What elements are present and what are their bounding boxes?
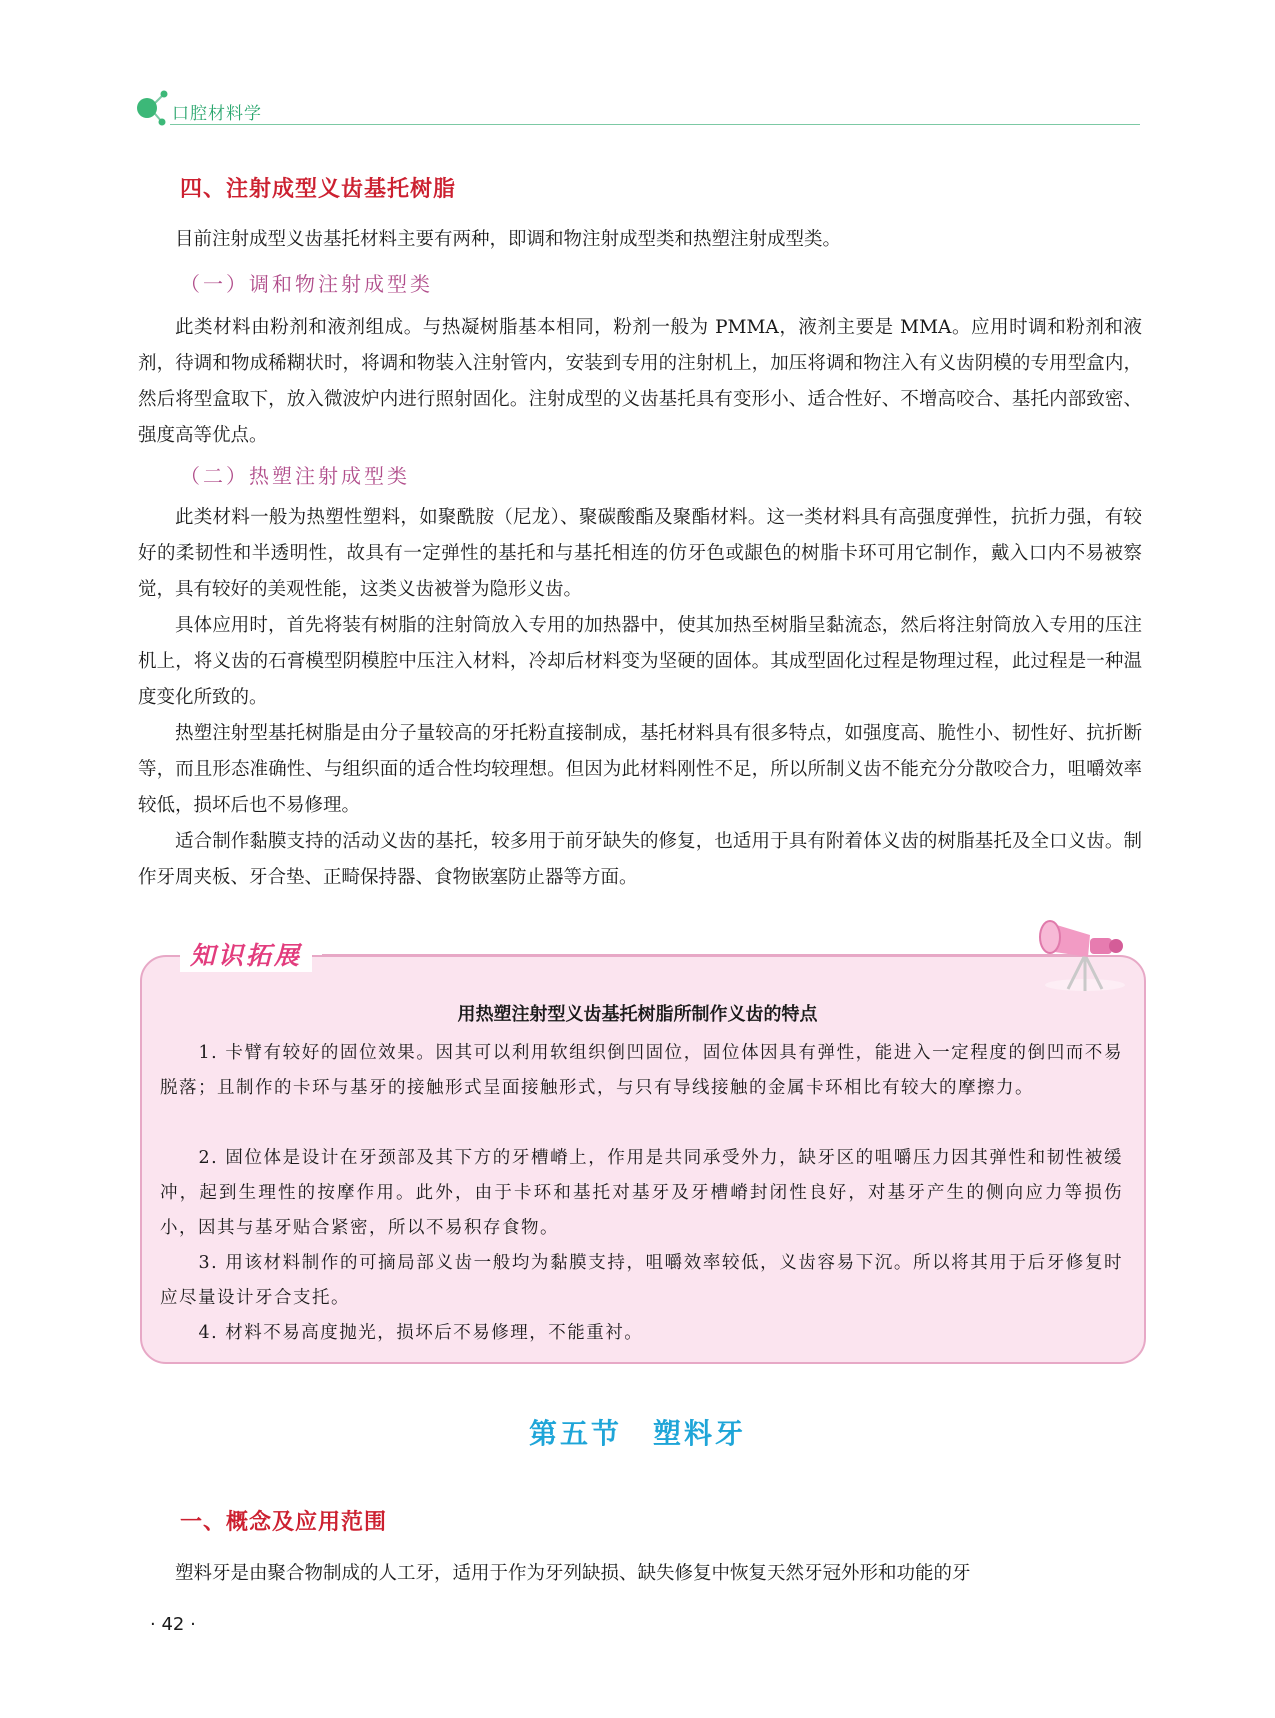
knowledge-box-tag: 知识拓展 <box>180 936 312 972</box>
subheading-2: （二）热塑注射成型类 <box>180 464 410 488</box>
book-title: 口腔材料学 <box>172 104 262 124</box>
header-rule <box>170 124 1140 125</box>
telescope-icon <box>1030 905 1140 995</box>
molecule-logo-icon <box>130 88 170 128</box>
section-title: 第五节 塑料牙 <box>528 1417 746 1450</box>
knowledge-item-4: 4. 材料不易高度抛光，损坏后不易修理，不能重衬。 <box>198 1323 644 1343</box>
section5-paragraph: 塑料牙是由聚合物制成的人工牙，适用于作为牙列缺损、缺失修复中恢复天然牙冠外形和功能的牙 <box>175 1563 971 1584</box>
paragraph-sub1: 此类材料由粉剂和液剂组成。与热凝树脂基本相同，粉剂一般为 PMMA，液剂主要是 MMA。应用时调和粉剂和液剂，待调和物成稀糊状时，将调和物装入注射管内，安装到专用的注射机上，加压将调和物注入有义齿阴模的专用型盒内，然后将型盒取下，放入微波炉内进行照射固化。注射成型的义齿基托具有变形小、适合性好、不增高咬合、基托内部致密、强度高等优点。 <box>138 317 1142 446</box>
knowledge-item-3: 3. 用该材料制作的可摘局部义齿一般均为黏膜支持，咀嚼效率较低，义齿容易下沉。所以将其用于后牙修复时应尽量设计牙合支托。 <box>160 1253 1123 1308</box>
paragraph-sub2-4: 适合制作黏膜支持的活动义齿的基托，较多用于前牙缺失的修复，也适用于具有附着体义齿的树脂基托及全口义齿。制作牙周夹板、牙合垫、正畸保持器、食物嵌塞防止器等方面。 <box>138 831 1142 888</box>
paragraph-sub2-2: 具体应用时，首先将装有树脂的注射筒放入专用的加热器中，使其加热至树脂呈黏流态，然后将注射筒放入专用的压注机上，将义齿的石膏模型阴模腔中压注入材料，冷却后材料变为坚硬的固体。其成型固化过程是物理过程，此过程是一种温度变化所致的。 <box>138 615 1142 708</box>
knowledge-item-1: 1. 卡臂有较好的固位效果。因其可以利用软组织倒凹固位，固位体因具有弹性，能进入一定程度的倒凹而不易脱落；且制作的卡环与基牙的接触形式呈面接触形式，与只有导线接触的金属卡环相比有较大的摩擦力。 <box>160 1043 1123 1098</box>
knowledge-box-rule <box>322 954 1082 956</box>
paragraph-sub2-3: 热塑注射型基托树脂是由分子量较高的牙托粉直接制成，基托材料具有很多特点，如强度高、脆性小、韧性好、抗折断等，而且形态准确性、与组织面的适合性均较理想。但因为此材料刚性不足，所以所制义齿不能充分分散咬合力，咀嚼效率较低，损坏后也不易修理。 <box>138 723 1142 816</box>
knowledge-box-title: 用热塑注射型义齿基托树脂所制作义齿的特点 <box>457 1004 818 1025</box>
running-header <box>130 88 1140 128</box>
knowledge-item-2: 2. 固位体是设计在牙颈部及其下方的牙槽嵴上，作用是共同承受外力，缺牙区的咀嚼压力因其弹性和韧性被缓冲，起到生理性的按摩作用。此外，由于卡环和基托对基牙及牙槽嵴封闭性良好，对基牙产生的侧向应力等损伤小，因其与基牙贴合紧密，所以不易积存食物。 <box>160 1148 1123 1238</box>
intro-paragraph: 目前注射成型义齿基托材料主要有两种，即调和物注射成型类和热塑注射成型类。 <box>175 229 842 250</box>
page-number: · 42 · <box>150 1614 196 1635</box>
paragraph-sub2-1: 此类材料一般为热塑性塑料，如聚酰胺（尼龙）、聚碳酸酯及聚酯材料。这一类材料具有高强度弹性，抗折力强，有较好的柔韧性和半透明性，故具有一定弹性的基托和与基托相连的仿牙色或龈色的树脂卡环可用它制作，戴入口内不易被察觉，具有较好的美观性能，这类义齿被誉为隐形义齿。 <box>138 507 1142 600</box>
subheading-1: （一）调和物注射成型类 <box>180 272 433 296</box>
section5-heading: 一、概念及应用范围 <box>180 1510 388 1535</box>
section-heading: 四、注射成型义齿基托树脂 <box>180 177 457 202</box>
